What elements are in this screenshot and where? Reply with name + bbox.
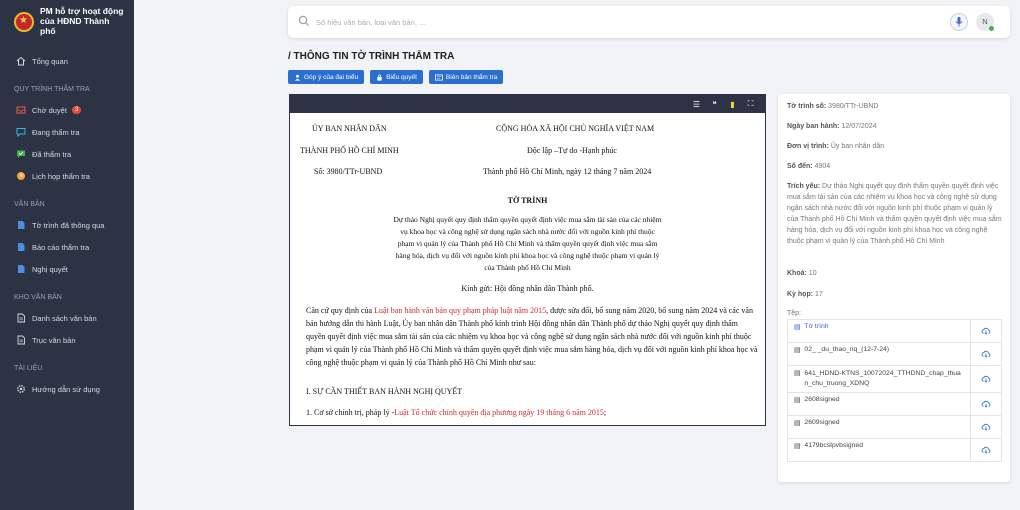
sidebar-item-review-reports[interactable] [0, 236, 134, 258]
field-issue-date [787, 122, 877, 132]
field-value: 4904 [814, 163, 831, 170]
online-status-dot [989, 26, 994, 31]
national-emblem-icon [14, 12, 34, 32]
item-text: 1. Cơ sở chính trị, pháp lý - [306, 408, 395, 417]
file-icon: ▤ [794, 347, 801, 354]
field-summary [787, 181, 1003, 247]
download-button[interactable] [971, 446, 1001, 454]
file-icon: ▤ [794, 397, 801, 404]
section-review-process: QUY TRÌNH THẨM TRA [14, 85, 90, 93]
section-documents: VĂN BẢN [14, 200, 45, 208]
file-link[interactable] [788, 393, 971, 415]
document-icon [16, 264, 26, 274]
field-label: Đơn vị trình: [787, 143, 829, 150]
search-icon [298, 15, 310, 27]
home-icon [16, 56, 26, 66]
sidebar-item-label: Đang thẩm tra [32, 127, 80, 137]
file-name: 2608signed [804, 396, 840, 403]
field-value: 12/07/2024 [841, 123, 877, 130]
file-row [788, 343, 1001, 366]
sidebar-item-pending[interactable] [0, 99, 134, 121]
item-political-basis [306, 408, 606, 417]
subject-line: hàng hóa, dịch vụ đối với nguồn kinh phí khoa học và công nghệ thuộc phạm vi quản lý [395, 251, 660, 260]
download-button[interactable] [971, 400, 1001, 408]
field-label: Tờ trình số: [787, 103, 827, 110]
quote-icon[interactable]: ❝ [712, 99, 717, 109]
document-icon [16, 242, 26, 252]
cloud-download-icon [981, 375, 991, 383]
top-search-bar [288, 6, 1010, 38]
button-label: Biên bản thẩm tra [445, 73, 498, 81]
file-text-icon [16, 313, 26, 323]
button-label: Biểu quyết [386, 73, 417, 81]
file-name: 02_ _du_thao_nq_(12-7-24) [804, 346, 890, 353]
paragraph-basis [306, 304, 758, 369]
sidebar-item-label: Trục văn bản [32, 335, 76, 345]
download-button[interactable] [971, 327, 1001, 335]
sidebar-item-label: Báo cáo thẩm tra [32, 242, 90, 252]
sidebar-item-resolutions[interactable] [0, 258, 134, 280]
paragraph-text: Căn cứ quy định của [306, 306, 375, 315]
field-incoming-number [787, 162, 830, 172]
page-title: / THÔNG TIN TỜ TRÌNH THẨM TRA [288, 51, 455, 62]
cloud-download-icon [981, 446, 991, 454]
file-name: 4179bcstpvbsigned [804, 442, 863, 449]
sidebar-item-label: Tờ trình đã thông qua [32, 220, 105, 230]
nation-heading: CỘNG HÒA XÃ HỘI CHỦ NGHĨA VIỆT NAM [496, 124, 655, 133]
chat-icon [16, 127, 26, 137]
paragraph-text: , được sửa đổi, bổ sung năm 2020, bổ sung năm 2024 và các văn bản hướng dẫn thi hành Luật, Ủy ban nhân dân Thành phố kính trình Hội đồng nhân dân Thành phố dự thảo Nghị quyết quy định thẩm quyền quyết định việc mua sắm tài sản của các nhiệm vụ khoa học và công nghệ sử dụng ngân sách nhà nước đối với nguồn kinh phí thuộc phạm vi quản lý của Thành phố Hồ Chí Minh và thẩm quyền quyết định việc mua sắm hàng hóa, dịch vụ đối với nguồn kinh phí khoa học và công nghệ thuộc phạm vi quản lý của Thành phố Hồ Chí Minh như sau: [306, 306, 758, 367]
download-button[interactable] [971, 350, 1001, 358]
field-proposal-number [787, 102, 878, 112]
file-icon[interactable]: ▮ [730, 99, 735, 109]
files-label: Tệp: [787, 310, 802, 317]
field-value: Dự thảo Nghị quyết quy định thẩm quyền quyết định việc mua sắm tài sản của các nhiệm vụ khoa học và công nghệ sử dụng ngân sách nhà nước đối với nguồn kinh phí thuộc phạm vi quản lý của Thành phố Hồ Chí Minh và thẩm quyền quyết định việc mua sắm hàng hóa, dịch vụ đối với nguồn kinh phí khoa học và công nghệ thuộc phạm vi quản lý của Thành phố Hồ Chí Minh [787, 183, 1002, 245]
motto: Độc lập –Tự do -Hạnh phúc [527, 146, 617, 155]
file-row [788, 393, 1001, 416]
sidebar-item-document-list[interactable] [0, 307, 134, 329]
sidebar-item-document-axis[interactable] [0, 329, 134, 351]
file-row [788, 416, 1001, 439]
list-view-icon[interactable]: ☰ [692, 99, 701, 109]
document-content [290, 113, 765, 425]
file-row [788, 366, 1001, 393]
file-list [787, 319, 1002, 462]
subject-line: của Thành phố Hồ Chí Minh [484, 263, 571, 272]
field-label: Trích yếu: [787, 183, 821, 190]
sidebar-item-overview[interactable] [0, 50, 134, 72]
recipient: Kính gửi: Hội đồng nhân dân Thành phố. [461, 284, 594, 293]
issuer-line-1: ỦY BAN NHÂN DÂN [312, 124, 387, 133]
file-row [788, 439, 1001, 461]
field-label: Số đến: [787, 163, 813, 170]
file-name: 641_HDND-KTNS_10072024_TTHDND_chap_thuan_chu_truong_XDNQ [804, 370, 961, 387]
sidebar-item-meeting-schedule[interactable] [0, 165, 134, 187]
document-subject [290, 214, 765, 274]
sidebar-item-label: Đã thẩm tra [32, 149, 72, 159]
field-value: 17 [815, 291, 823, 298]
file-icon: ▤ [794, 324, 801, 331]
file-link[interactable] [788, 343, 971, 365]
file-link[interactable] [788, 439, 971, 461]
cloud-download-icon [981, 400, 991, 408]
fullscreen-icon[interactable]: ⛶ [747, 99, 754, 108]
sidebar-item-label: Lịch họp thẩm tra [32, 171, 90, 181]
field-session [787, 290, 823, 300]
law-link[interactable]: Luật ban hành văn bản quy phạm pháp luật năm 2015 [374, 306, 547, 315]
minutes-icon [435, 74, 443, 81]
document-info-panel [778, 94, 1010, 482]
voice-search-button[interactable] [950, 13, 968, 31]
sidebar-item-user-guide[interactable] [0, 378, 134, 400]
vote-button[interactable] [370, 70, 423, 84]
action-toolbar [288, 70, 503, 84]
subject-line: phạm vi quản lý của Thành phố Hồ Chí Minh và thẩm quyền quyết định việc mua sắm [397, 239, 658, 248]
field-label: Kỳ họp: [787, 291, 814, 298]
user-icon [294, 74, 301, 81]
document-viewer [289, 94, 766, 426]
issuer-line-2: THÀNH PHỐ HỒ CHÍ MINH [300, 146, 399, 155]
delegate-feedback-button[interactable] [288, 70, 364, 84]
inbox-icon [16, 105, 26, 115]
section-materials: TÀI LIỆU [14, 364, 43, 372]
sidebar-item-label: Danh sách văn bản [32, 313, 97, 323]
cloud-download-icon [981, 350, 991, 358]
subject-line: Dự thảo Nghị quyết quy định thẩm quyền quyết định việc mua sắm tài sản của các nhiệm [393, 215, 662, 224]
law-link[interactable]: Luật Tổ chức chính quyền địa phương ngày 19 tháng 6 năm 2015 [394, 408, 604, 417]
gear-icon [16, 384, 26, 394]
field-submitting-unit [787, 142, 884, 152]
search-input[interactable] [316, 14, 816, 30]
viewer-toolbar [290, 95, 765, 113]
sidebar-item-label: Tổng quan [32, 56, 68, 66]
review-minutes-button[interactable] [429, 70, 503, 84]
sidebar-item-label: Chờ duyệt [32, 105, 67, 115]
brand[interactable] [0, 0, 134, 42]
app-title: PM hỗ trợ hoạt động của HĐND Thành phố [40, 6, 124, 36]
document-icon [16, 220, 26, 230]
item-text: ; [603, 408, 607, 417]
download-button[interactable] [971, 423, 1001, 431]
file-link[interactable] [788, 416, 971, 438]
file-name: Tờ trình [804, 323, 829, 330]
field-value: Ủy ban nhân dân [830, 143, 885, 150]
field-term [787, 269, 817, 279]
field-label: Khoá: [787, 270, 807, 277]
button-label: Góp ý của đại biểu [304, 73, 359, 81]
subject-line: vụ khoa học và công nghệ sử dụng ngân sách nhà nước đối với nguồn kinh phí thuộc [400, 227, 655, 236]
cloud-download-icon [981, 423, 991, 431]
field-label: Ngày ban hành: [787, 123, 840, 130]
sidebar-item-reviewed[interactable] [0, 143, 134, 165]
sidebar-item-label: Hướng dẫn sử dụng [32, 384, 100, 394]
place-date: Thành phố Hồ Chí Minh, ngày 12 tháng 7 năm 2024 [483, 167, 652, 176]
pending-count-badge: 3 [72, 106, 81, 114]
field-value: 10 [808, 270, 817, 277]
lock-icon [376, 74, 383, 81]
file-icon: ▤ [794, 443, 801, 450]
document-type: TỜ TRÌNH [507, 196, 548, 205]
cloud-download-icon [981, 327, 991, 335]
section-heading: I. SỰ CẦN THIẾT BAN HÀNH NGHỊ QUYẾT [306, 387, 463, 396]
file-icon: ▤ [794, 420, 801, 427]
download-button[interactable] [971, 375, 1001, 383]
section-document-store: KHO VĂN BẢN [14, 293, 62, 301]
file-link[interactable] [788, 366, 971, 392]
user-avatar[interactable]: N [976, 13, 994, 31]
microphone-icon [951, 14, 967, 30]
document-number: Số: 3980/TTr-UBND [314, 167, 383, 176]
file-icon: ▤ [794, 370, 801, 377]
clock-icon [16, 171, 26, 181]
sidebar-item-approved-proposals[interactable] [0, 214, 134, 236]
sidebar-item-reviewing[interactable] [0, 121, 134, 143]
file-link[interactable] [788, 320, 971, 342]
sidebar-item-label: Nghị quyết [32, 264, 68, 274]
file-name: 2609signed [804, 419, 840, 426]
field-value: 3980/TTr-UBND [828, 103, 879, 110]
sidebar [0, 0, 134, 510]
file-text-icon [16, 335, 26, 345]
file-row [788, 320, 1001, 343]
comment-check-icon [16, 149, 26, 159]
